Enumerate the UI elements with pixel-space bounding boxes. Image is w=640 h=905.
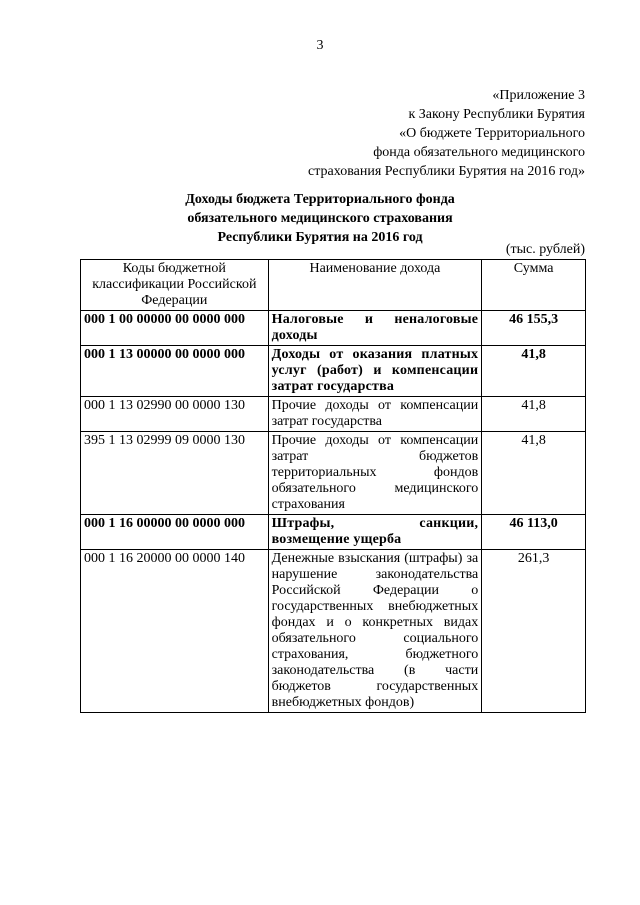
- revenue-table: [80, 259, 586, 713]
- table-header-row: [81, 260, 586, 311]
- title-line: обязательного медицинского страхования: [187, 211, 453, 226]
- cell-code: 000 1 16 20000 00 0000 140: [81, 550, 269, 713]
- table-row: [81, 311, 586, 346]
- table-row: [81, 346, 586, 397]
- cell-sum: 41,8: [482, 397, 586, 432]
- cell-name: Налоговые и неналоговые доходы: [268, 311, 482, 346]
- cell-code: 000 1 16 00000 00 0000 000: [81, 515, 269, 550]
- table-row: [81, 550, 586, 713]
- table-row: [81, 397, 586, 432]
- cell-name: Доходы от оказания платных услуг (работ) и компенсации затрат государства: [268, 346, 482, 397]
- title-line: Республики Бурятия на 2016 год: [217, 230, 423, 245]
- cell-name: Прочие доходы от компенсации затрат бюджетов территориальных фондов обязательного медицинского страхования: [268, 432, 482, 515]
- page-number: 3: [316, 38, 324, 53]
- cell-name: Прочие доходы от компенсации затрат государства: [268, 397, 482, 432]
- appendix-line: страхования Республики Бурятия на 2016 год»: [308, 164, 585, 179]
- cell-code: 395 1 13 02999 09 0000 130: [81, 432, 269, 515]
- table-body: [81, 311, 586, 713]
- appendix-line: «Приложение 3: [492, 88, 585, 103]
- units-label: (тыс. рублей): [505, 242, 585, 257]
- table-row: [81, 515, 586, 550]
- appendix-line: к Закону Республики Бурятия: [408, 107, 585, 122]
- cell-name: Штрафы, санкции, возмещение ущерба: [268, 515, 482, 550]
- appendix-header: [308, 86, 585, 181]
- cell-sum: 46 113,0: [482, 515, 586, 550]
- cell-sum: 41,8: [482, 346, 586, 397]
- appendix-line: фонда обязательного медицинского: [373, 145, 585, 160]
- header-sum: Сумма: [482, 260, 586, 311]
- title-line: Доходы бюджета Территориального фонда: [185, 192, 455, 207]
- cell-sum: 46 155,3: [482, 311, 586, 346]
- appendix-line: «О бюджете Территориального: [399, 126, 585, 141]
- cell-code: 000 1 13 00000 00 0000 000: [81, 346, 269, 397]
- cell-code: 000 1 00 00000 00 0000 000: [81, 311, 269, 346]
- cell-code: 000 1 13 02990 00 0000 130: [81, 397, 269, 432]
- document-title: [0, 190, 640, 247]
- header-name: Наименование дохода: [268, 260, 482, 311]
- table-row: [81, 432, 586, 515]
- cell-name: Денежные взыскания (штрафы) за нарушение законодательства Российской Федерации о государственных внебюджетных фондах и о конкретных видах обязательного социального страхования, бюджетного законодательства (в части бюджетов государственных внебюджетных фондов): [268, 550, 482, 713]
- cell-sum: 261,3: [482, 550, 586, 713]
- header-code: Коды бюджетной классификации Российской Федерации: [81, 260, 269, 311]
- cell-sum: 41,8: [482, 432, 586, 515]
